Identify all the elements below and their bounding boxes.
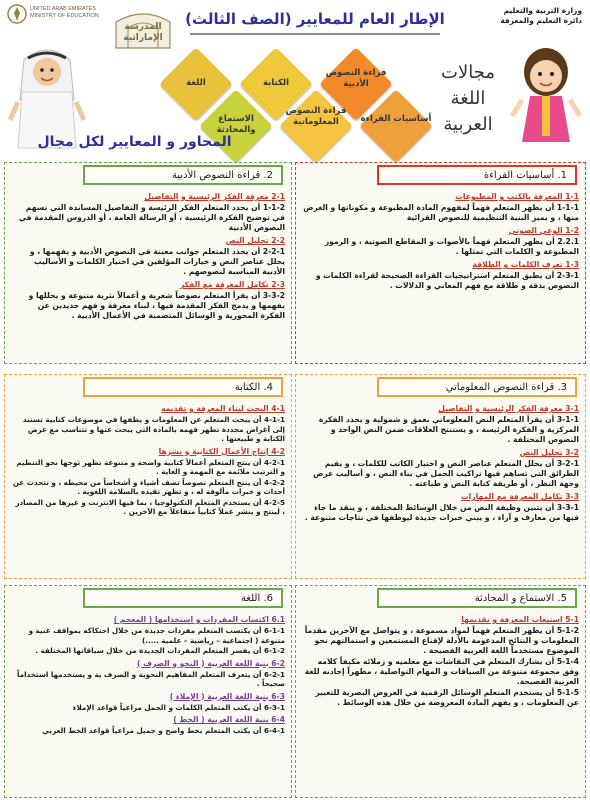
subheading: 5-1 استيعاب المعرفة و تقديمها <box>461 615 579 624</box>
panel-body <box>302 401 579 576</box>
standard-text: 4-2-2 أن ينتج المتعلم نصوصاً تصف أشياء و أشخاصاً من محيطه ، و تتحدث عن أحداث و خبرات مألوفة له ، و تظهر تقيده بالسلامة اللغوية . <box>12 477 285 496</box>
standard-text: 6-1-2 أن يفسر المتعلم المفردات الجديدة من خلال سياقاتها المختلفة . <box>35 646 285 655</box>
subheading: 1-2 الوعي الصوتي <box>508 226 579 235</box>
subheading: 4-2 إنتاج الأعمال الكتابية و نشرها <box>158 446 285 456</box>
standard-text: 1-1-2 أن يحدد المتعلم الفكر الرئيسة و التفاصيل المساندة التي تسهم في توضيح الفكرة الرئيسية ، أو الرسالة العامة ، أو الدروس المقدمة في النصوص الأدبية <box>18 203 285 232</box>
panel-title: 3. قراءة النصوص المعلوماتي <box>377 377 577 397</box>
panel-literary-reading <box>4 162 292 364</box>
girl-character-illustration <box>508 42 584 150</box>
subheading: 4-1 البحث لبناء المعرفة و تقديمه <box>161 404 285 413</box>
subheading: 6-2 بنية اللغة العربية ( النحو و الصرف ) <box>137 658 285 668</box>
subheading: 2-2 تحليل النص <box>225 236 285 245</box>
subheading: 3-3 تكامل المعرفة مع المهارات <box>461 492 579 501</box>
subheading: 2-3 تكامل المعرفة مع الفكر <box>180 280 285 289</box>
diamond-writing-label: الكتابة <box>262 78 290 88</box>
ministry-line-2: دائرة التعليم والمعرفة <box>500 16 582 25</box>
panel-title: 2. قراءة النصوص الأدبية <box>83 165 283 185</box>
panel-body <box>302 189 579 361</box>
standard-text: 3-3-1 أن يتبين وظيفة النص من خلال الوسائط المختلفة ، و ينقد ما جاء فيها من معارف و آراء ، و يبني خبرات جديدة ليوظفها في نتاجات متنوعة . <box>304 503 579 522</box>
standard-text: 5-1-4 أن يشارك المتعلم في النقاشات مع معلميه و زملائه مكيفاً كلامه وفق مجموعة متنوعة من السياقات و المهام التواصلية ، مظهراً إجادته للغة العربية الفصيحة. <box>304 657 579 686</box>
subheading: 3-2 تحليل النص <box>519 448 579 457</box>
emirati-school-logo <box>108 8 178 50</box>
standard-text: 3-3-2 أن يقرأ المتعلم نصوصاً شعرية و أعمالاً نثرية متنوعة و يحللها و يفهمها و يدمج الفكر المقدمة فيها ، لبناء معرفة و فهم جديدين عن الفكرة المحورية و الوسائل المتضمنة في الأعمال الأدبية . <box>28 291 285 320</box>
subheading: 1-1 المعرفة بالكتب و المطبوعات <box>455 192 579 201</box>
panel-language <box>4 585 292 798</box>
panel-informational-reading <box>295 374 586 579</box>
uae-emblem-icon <box>6 3 28 25</box>
panel-body <box>302 612 579 795</box>
standard-text: 1-1-1 أن يظهر المتعلم فهماً لمفهوم المادة المطبوعة و مكوناتها و الغرض منها ، و يميز البنية التنظيمية للنصوص القرائية <box>303 203 579 222</box>
domains-title-line-1: مجالات <box>441 62 495 83</box>
subheading: 6.1 اكتساب المفردات و استخدامها ( المعجم ) <box>113 615 285 624</box>
school-logo-line-2: الإماراتية <box>123 33 163 43</box>
subheading: 2-1 معرفة الفكر الرئيسية و التفاصيل <box>144 192 285 201</box>
panel-title: 5. الاستماع و المحادثة <box>377 588 577 608</box>
panel-body <box>11 612 285 795</box>
standard-text: 4-1-1 أن يبحث المتعلم عن المعلومات و يظفها في موضوعات كتابية تستند إلى أغراض محددة تظهر فهمه بالمادة التي يبحث عنها و تتناسب مع غرض الكتابة و طبيعتها . <box>22 415 285 443</box>
subheading: 1-3 تعرف الكلمات و الطلاقة <box>472 260 579 269</box>
standard-text: 6-4-1 أن يكتب المتعلم بخط واضح و جميل مراعياً قواعد الخط العربي <box>42 726 285 735</box>
ministry-en-line-1: UNITED ARAB EMIRATES <box>30 6 96 12</box>
standard-text: 3-2-1 أن يحلل المتعلم عناصر النص و اختيار الكاتب للكلمات ، و يقيم الطرائق التي تساهم فيها تراكيب الجمل في بناء النص ، و أساليب عرض وجهة النظر ، أو طريقة كتابة النص و طباعته . <box>313 459 579 488</box>
panel-body <box>11 401 285 576</box>
panel-writing <box>4 374 292 579</box>
panel-listening-speaking <box>295 585 586 798</box>
ministry-en-line-2: MINISTRY OF EDUCATION <box>30 13 99 19</box>
panel-body <box>11 189 285 361</box>
panel-title: 6. اللغة <box>83 588 283 608</box>
ministry-name-english <box>30 6 110 20</box>
standard-text: 2-2-1 أن يحدد المتعلم جوانب معينة في النصوص الأدبية و يفهمها ، و يحلل عناصر النص و خيارات المؤلفين في اختيار الكلمات و الأساليب الأدبية المناسبة لنصوصهم . <box>29 247 285 276</box>
ministry-line-1: وزارة التربية والتعليم <box>503 6 582 15</box>
domains-title <box>428 60 508 138</box>
diamond-language-label: اللغة <box>186 78 206 88</box>
subheading: 6-3 بنية اللغة العربية ( الإملاء ) <box>169 691 285 701</box>
domains-title-line-3: العربية <box>443 114 493 135</box>
standard-text: 2.2.1 أن يظهر المتعلم فهماً بالأصوات و المقاطع الصوتية ، و الرموز المطبوعة و الكلمات التي تمثلها . <box>324 237 579 256</box>
panel-title: 4. الكتابة <box>83 377 283 397</box>
standard-text: 6-2-1 أن يتعرف المتعلم المفاهيم النحوية و الصرف ية و يستخدمها استخداماً صحيحاً . <box>16 669 285 688</box>
diamond-listening-speaking-label: الاستماع والمحادثة <box>216 114 256 135</box>
standard-text: 2-3-1 أن يطبق المتعلم استراتيجيات القراءة الصحيحة لقراءة الكلمات و النصوص بدقة و طلاقة مع فهم المعاني و الدلالات . <box>315 271 579 290</box>
standard-text: 5-1-2 أن يظهر المتعلم فهماً لمواد مسموعة ، و يتواصل مع الآخرين مقدماً المعلومات و النتائج المدعومة بالأدلة لإقناع المستمعين و استمالتهم نحو الموضوع مستخدماً اللغة العربية الفصيحة . <box>304 626 579 655</box>
subheading: 6-4 بنية اللغة العربية ( الخط ) <box>173 715 285 724</box>
panel-reading-foundations <box>295 162 586 364</box>
school-logo-line-1: المدرسة <box>124 22 162 32</box>
standard-text: 5-1-5 أن يستخدم المتعلم الوسائل الرقمية في العروض البصرية للتعبير عن المعلومات ، و يفهم المادة المعروضة من خلال هذه الوسائط . <box>315 688 579 707</box>
domains-title-line-2: اللغة <box>450 88 486 109</box>
title-underline <box>190 33 440 35</box>
diamond-reading-foundations-label: أساسيات القراءة <box>360 114 432 124</box>
standard-text: 6-3-1 أن يكتب المتعلم الكلمات و الجمل مراعياً قواعد الإملاء <box>72 702 285 712</box>
diamond-literary-reading-label: قراءة النصوص الأدبية <box>325 68 387 89</box>
standard-text: 4-2-1 أن ينتج المتعلم أعمالاً كتابية واضحة و متنوعة تظهر توجها نحو التنظيم و الترتيب ملائمة مع المهمة و الغاية . <box>16 457 285 476</box>
standard-text: 6-1-1 أن يكتسب المتعلم مفردات جديدة من خلال احتكاكه بمواقف غنية و متنوعة ( اجتماعية – رياضية – علمية .....) <box>28 626 285 645</box>
page-title: الإطار العام للمعايير (الصف الثالث) <box>185 10 445 28</box>
diamond-informational-reading-label: قراءة النصوص المعلوماتية <box>285 106 347 127</box>
subheading: 3-1 معرفة الفكر الرئيسية و التفاصيل <box>438 404 579 413</box>
ministry-name-arabic <box>482 6 582 26</box>
axes-title: المحاور و المعايير لكل مجال <box>37 134 232 150</box>
panel-title: 1. أساسيات القراءة <box>377 165 577 185</box>
standard-text: 3-1-1 أن يقرأ المتعلم النص المعلوماتي بعمق و شمولية و يحدد الفكرة المركزية و الفكرة الرئيسة ، و يستنتج العلاقات ضمن النص الواحد و النصوص المختلفة . <box>318 415 579 444</box>
standard-text: 4-2-5 أن يستخدم المتعلم التكنولوجيا ، بما فيها الانترنت و غيرها من المصادر ، لينتج و ينشر عملاً كتابياً متفاعلاً مع الآخرين . <box>15 497 285 516</box>
